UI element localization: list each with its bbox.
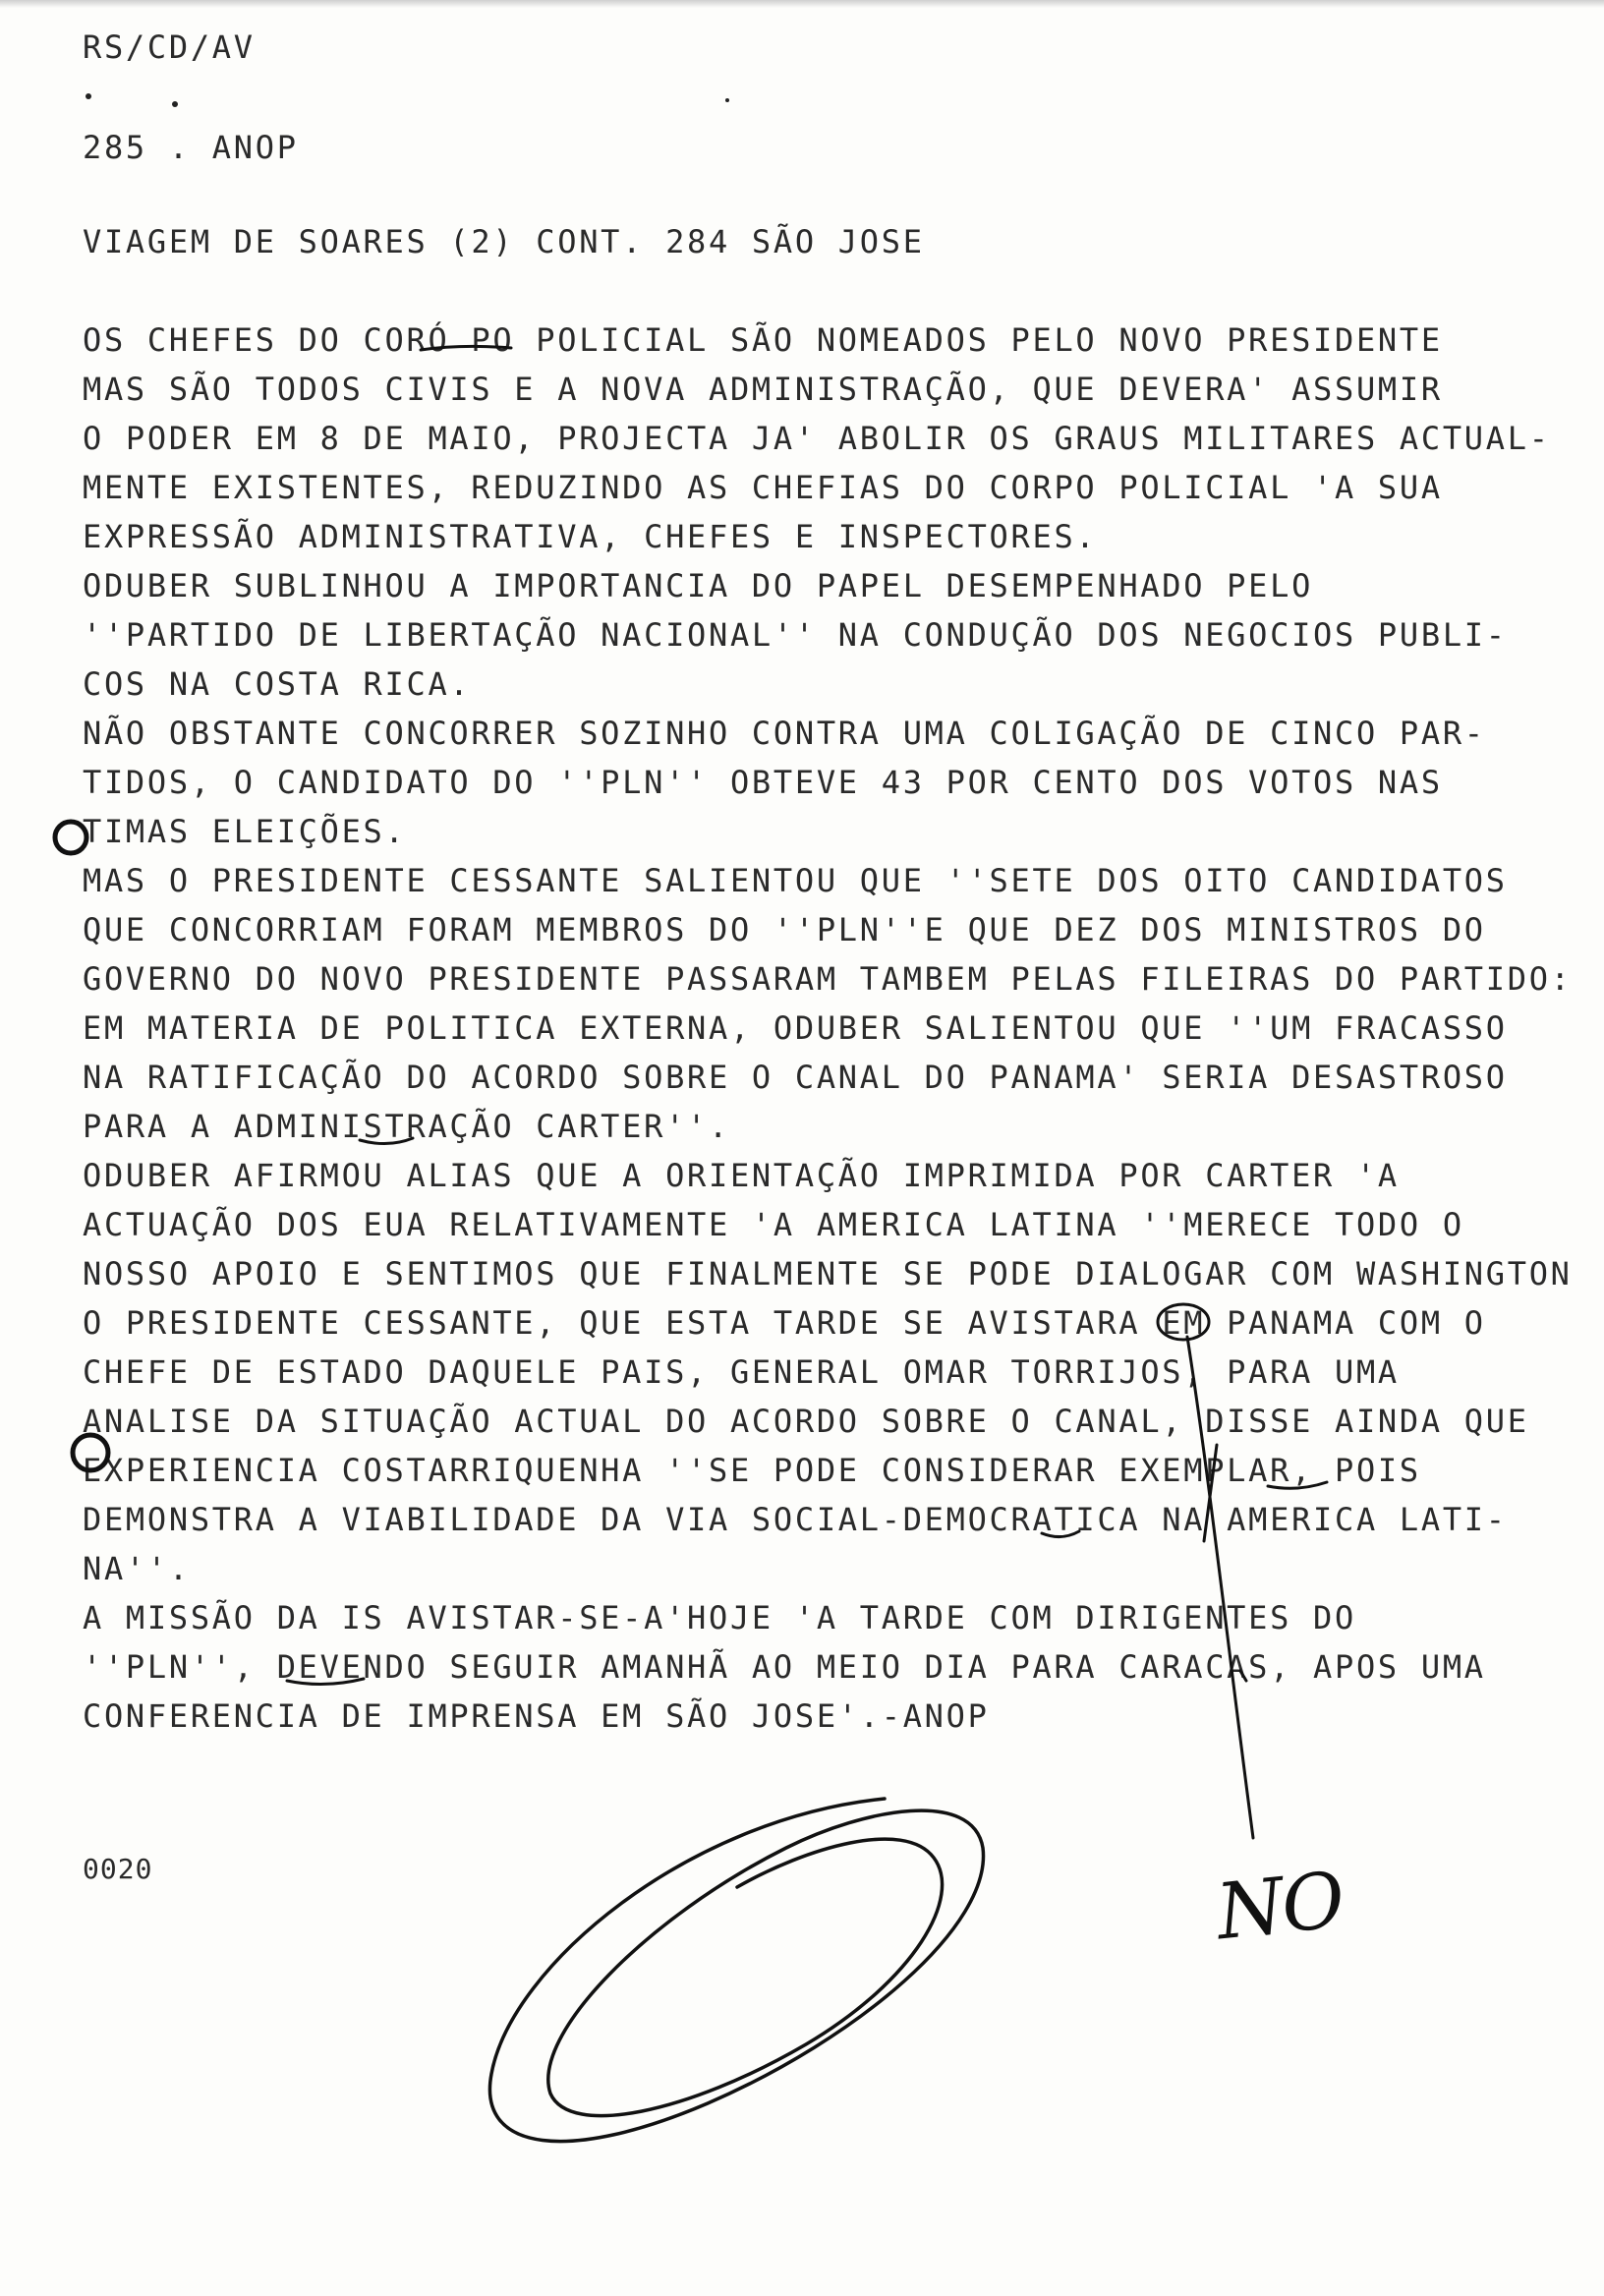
body-line: QUE CONCORRIAM FORAM MEMBROS DO ''PLN''E QUE DEZ DOS MINISTROS DO	[83, 911, 1486, 948]
body-line: MAS SÃO TODOS CIVIS E A NOVA ADMINISTRAÇÃO, QUE DEVERA' ASSUMIR	[83, 371, 1443, 408]
body-line: CHEFE DE ESTADO DAQUELE PAIS, GENERAL OMAR TORRIJOS, PARA UMA	[83, 1353, 1400, 1391]
underline-mark	[1042, 1531, 1079, 1537]
body-line: ''PLN'', DEVENDO SEGUIR AMANHÃ AO MEIO DIA PARA CARACAS, APOS UMA	[83, 1648, 1486, 1686]
underline-mark	[360, 1138, 413, 1144]
body-line: EM MATERIA DE POLITICA EXTERNA, ODUBER SALIENTOU QUE ''UM FRACASSO	[83, 1009, 1508, 1047]
footer-code: 0020	[83, 1853, 153, 1885]
body-line: ODUBER AFIRMOU ALIAS QUE A ORIENTAÇÃO IMPRIMIDA POR CARTER 'A	[83, 1157, 1400, 1194]
body-line: ACTUAÇÃO DOS EUA RELATIVAMENTE 'A AMERICA LATINA ''MERECE TODO O	[83, 1206, 1464, 1243]
dispatch-title: VIAGEM DE SOARES (2) CONT. 284 SÃO JOSE	[83, 223, 925, 260]
body-line: PARA A ADMINISTRAÇÃO CARTER''.	[83, 1108, 730, 1145]
body-line: O PODER EM 8 DE MAIO, PROJECTA JA' ABOLIR OS GRAUS MILITARES ACTUAL-	[83, 420, 1551, 457]
margin-stroke	[1240, 1671, 1246, 1681]
body-line: NA RATIFICAÇÃO DO ACORDO SOBRE O CANAL DO PANAMA' SERIA DESASTROSO	[83, 1059, 1508, 1096]
reference-code: RS/CD/AV	[83, 29, 256, 66]
body-line: NA''.	[83, 1550, 191, 1587]
stray-dot	[172, 101, 178, 107]
handwritten-note: NO	[1212, 1856, 1347, 1958]
body-line: ''PARTIDO DE LIBERTAÇÃO NACIONAL'' NA CONDUÇÃO DOS NEGOCIOS PUBLI-	[83, 616, 1508, 654]
body-line: EXPRESSÃO ADMINISTRATIVA, CHEFES E INSPECTORES.	[83, 518, 1098, 555]
body-line: DEMONSTRA A VIABILIDADE DA VIA SOCIAL-DEMOCRATICA NA AMERICA LATI-	[83, 1501, 1508, 1538]
underline-mark	[287, 1679, 364, 1685]
body-line: A MISSÃO DA IS AVISTAR-SE-A'HOJE 'A TARDE COM DIRIGENTES DO	[83, 1599, 1356, 1636]
underline-mark	[421, 346, 511, 350]
dispatch-number: 285 . ANOP	[83, 129, 299, 166]
margin-stroke	[1187, 1337, 1253, 1838]
body-line: COS NA COSTA RICA.	[83, 665, 472, 703]
body-line: NOSSO APOIO E SENTIMOS QUE FINALMENTE SE PODE DIALOGAR COM WASHINGTON	[83, 1255, 1573, 1292]
body-line: O PRESIDENTE CESSANTE, QUE ESTA TARDE SE AVISTARA EM PANAMA COM O	[83, 1304, 1486, 1342]
circle-mark	[1158, 1304, 1209, 1340]
body-line: ODUBER SUBLINHOU A IMPORTANCIA DO PAPEL DESEMPENHADO PELO	[83, 567, 1314, 604]
stray-dot	[86, 93, 91, 99]
body-line: GOVERNO DO NOVO PRESIDENTE PASSARAM TAMBEM PELAS FILEIRAS DO PARTIDO:	[83, 960, 1573, 998]
body-line: OS CHEFES DO CORÓ PO POLICIAL SÃO NOMEADOS PELO NOVO PRESIDENTE	[83, 321, 1443, 359]
scribble-loop	[489, 1799, 983, 2142]
circle-mark	[55, 822, 86, 853]
body-line: MAS O PRESIDENTE CESSANTE SALIENTOU QUE ''SETE DOS OITO CANDIDATOS	[83, 862, 1508, 899]
circle-mark	[73, 1435, 108, 1470]
body-line: NÃO OBSTANTE CONCORRER SOZINHO CONTRA UMA COLIGAÇÃO DE CINCO PAR-	[83, 715, 1486, 752]
body-line: MENTE EXISTENTES, REDUZINDO AS CHEFIAS DO CORPO POLICIAL 'A SUA	[83, 469, 1443, 506]
stray-dot	[725, 98, 729, 102]
body-line: TIMAS ELEIÇÕES.	[83, 813, 407, 850]
body-line: TIDOS, O CANDIDATO DO ''PLN'' OBTEVE 43 POR CENTO DOS VOTOS NAS	[83, 764, 1443, 801]
underline-mark	[1268, 1482, 1327, 1488]
body-line: EXPERIENCIA COSTARRIQUENHA ''SE PODE CONSIDERAR EXEMPLAR, POIS	[83, 1452, 1421, 1489]
body-line: ANALISE DA SITUAÇÃO ACTUAL DO ACORDO SOBRE O CANAL, DISSE AINDA QUE	[83, 1403, 1529, 1440]
body-line: CONFERENCIA DE IMPRENSA EM SÃO JOSE'.-ANOP	[83, 1697, 990, 1735]
